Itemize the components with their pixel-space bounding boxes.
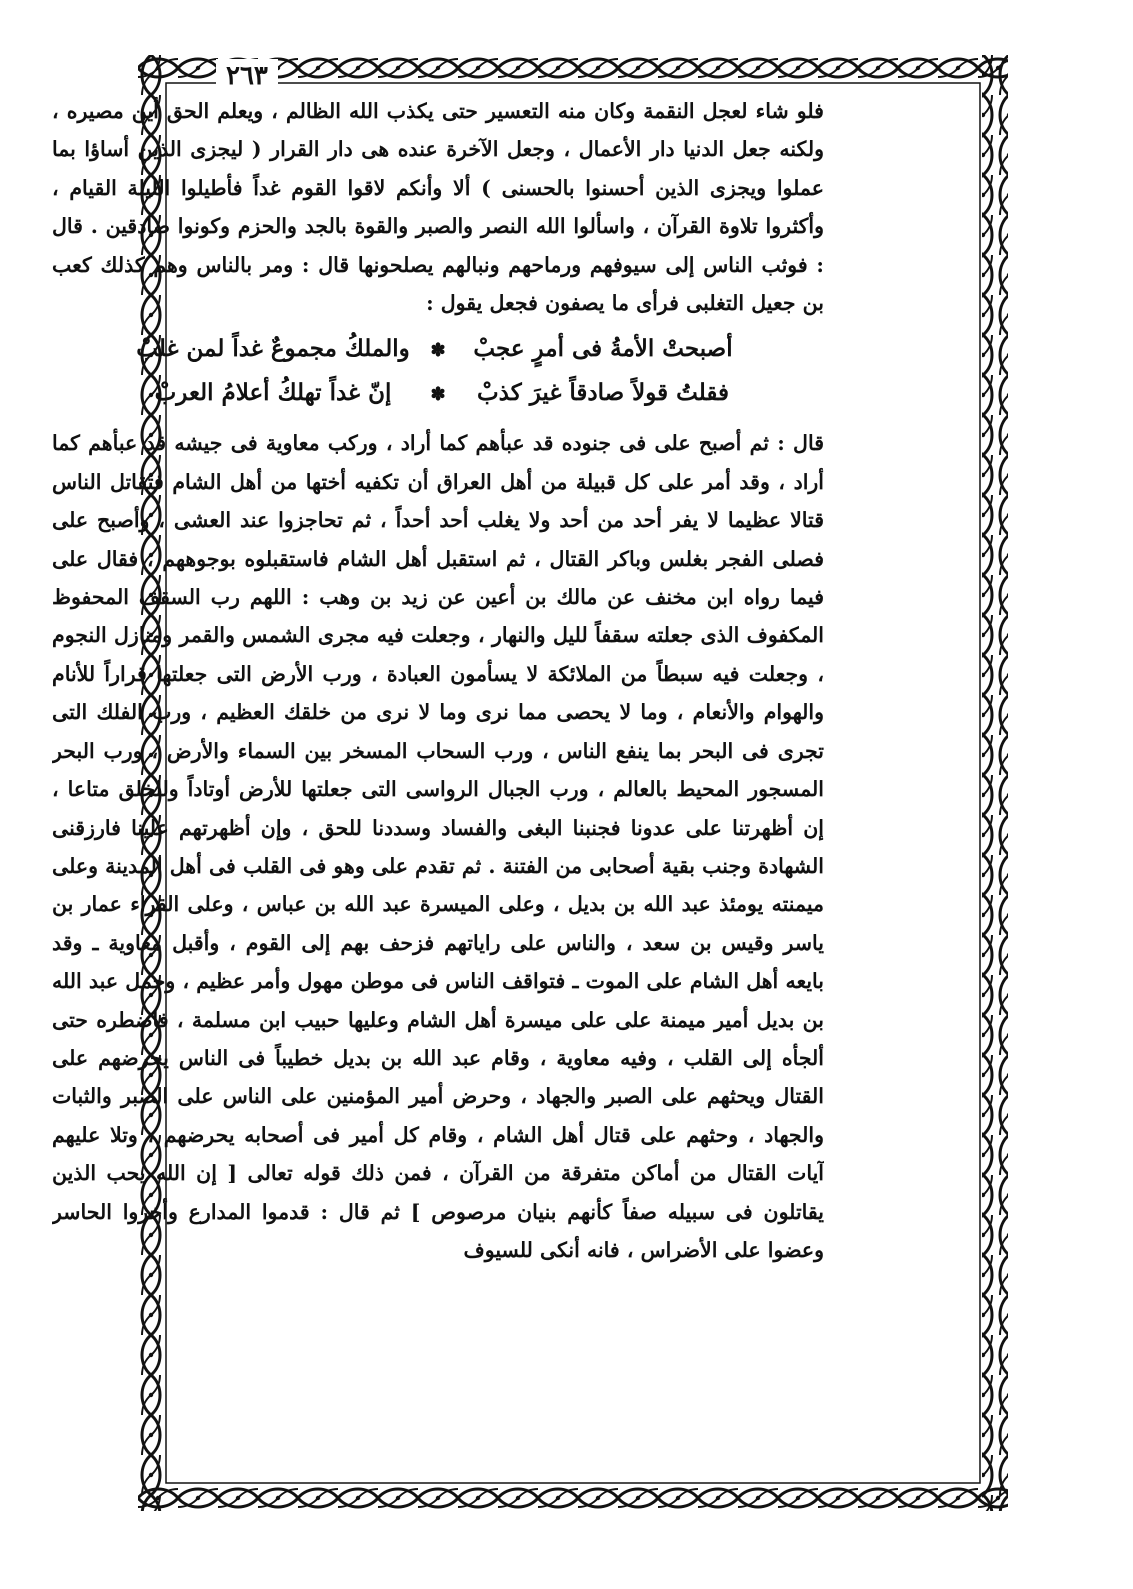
- paragraph-2: قال : ثم أصبح على فى جنوده قد عبأهم كما أراد ، وركب معاوية فى جيشه قد عبأهم كما أراد ، وقد أمر على كل قبيلة من أهل العراق أن تكفيه أختها من أهل الشام فتقاتل الناس قتالا عظيما لا يفر أحد من أحد ولا يغلب أحد أحداً ، ثم تحاجزوا عند العشى ، وأصبح على فصلى الفجر بغلس وباكر القتال ، ثم استقبل أهل الشام فاستقبلوه بوجوههم ، فقال على فيما رواه ابن مخنف عن مالك بن أعين عن زيد بن وهب : اللهم رب السقف المحفوظ المكفوف الذى جعلته سقفاً لليل والنهار ، وجعلت فيه مجرى الشمس والقمر ومنازل النجوم ، وجعلت فيه سبطاً من الملائكة لا يسأمون العبادة ، ورب الأرض التى جعلتها قراراً للأنام والهوام والأنعام ، وما لا يحصى مما نرى وما لا نرى من خلقك العظيم ، ورب الفلك التى تجرى فى البحر بما ينفع الناس ، ورب السحاب المسخر بين السماء والأرض ، ورب البحر المسجور المحيط بالعالم ، ورب الجبال الرواسى التى جعلتها للأرض أوتاداً وللخلق متاعا ، إن أظهرتنا على عدونا فجنبنا البغى والفساد وسددنا للحق ، وإن أظهرتهم علينا فارزقنى الشهادة وجنب بقية أصحابى من الفتنة . ثم تقدم على وهو فى القلب فى أهل المدينة وعلى ميمنته يومئذ عبد الله بن بديل ، وعلى الميسرة عبد الله بن عباس ، وعلى القراء عمار بن ياسر وقيس بن سعد ، والناس على راياتهم فزحف بهم إلى القوم ، وأقبل معاوية ـ وقد بايعه أهل الشام على الموت ـ فتواقف الناس فى موطن مهول وأمر عظيم ، وحمل عبد الله بن بديل أمير ميمنة على على ميسرة أهل الشام وعليها حبيب ابن مسلمة ، فاضطره حتى ألجأه إلى القلب ، وفيه معاوية ، وقام عبد الله بن بديل خطيباً فى الناس يحرضهم على القتال ويحثهم على الصبر والجهاد ، وحرض أمير المؤمنين على الناس على الصبر والثبات والجهاد ، وحثهم على قتال أهل الشام ، وقام كل أمير فى أصحابه يحرضهم ، وتلا عليهم آيات القتال من أماكن متفرقة من القرآن ، فمن ذلك قوله تعالى [ إن الله يحب الذين يقاتلون فى سبيله صفاً كأنهم بنيان مرصوص ] ثم قال : قدموا المدارع وأخروا الحاسر وعضوا على الأضراس ، فانه أنكى للسيوف: [52, 431, 824, 1262]
- body-text: [52, 92, 824, 1422]
- poem: [52, 328, 824, 416]
- poem-verse-1: [52, 328, 824, 372]
- verse-separator-star: ✽: [430, 340, 446, 362]
- poem-verse-2: [52, 372, 824, 416]
- verse-separator-star: ✽: [430, 384, 446, 406]
- verse-1-second-hemistich: والملكُ مجموعٌ غداً لمن غلبْ: [136, 335, 410, 363]
- verse-2-first-hemistich: فقلتُ قولاً صادقاً غيرَ كذبْ: [477, 379, 729, 407]
- verse-1-first-hemistich: أصبحتْ الأمةُ فى أمرٍ عجبْ: [473, 335, 733, 363]
- page-number: ٢٦٣: [216, 59, 278, 93]
- paragraph-1: فلو شاء لعجل النقمة وكان منه التعسير حتى يكذب الله الظالم ، ويعلم الحق أين مصيره ، ولكنه جعل الدنيا دار الأعمال ، وجعل الآخرة عنده هى دار القرار ( ليجزى الذين أساؤا بما عملوا ويجزى الذين أحسنوا بالحسنى ) ألا وأنكم لاقوا القوم غداً فأطيلوا الليلة القيام ، وأكثروا تلاوة القرآن ، واسألوا الله النصر والصبر والقوة بالجد والحزم وكونوا صادقين . قال : فوثب الناس إلى سيوفهم ورماحهم ونبالهم يصلحونها قال : ومر بالناس وهم كذلك كعب بن جعيل التغلبى فرأى ما يصفون فجعل يقول :: [52, 99, 824, 316]
- verse-2-second-hemistich: إنّ غداً تهلكُ أعلامُ العربْ: [154, 379, 392, 407]
